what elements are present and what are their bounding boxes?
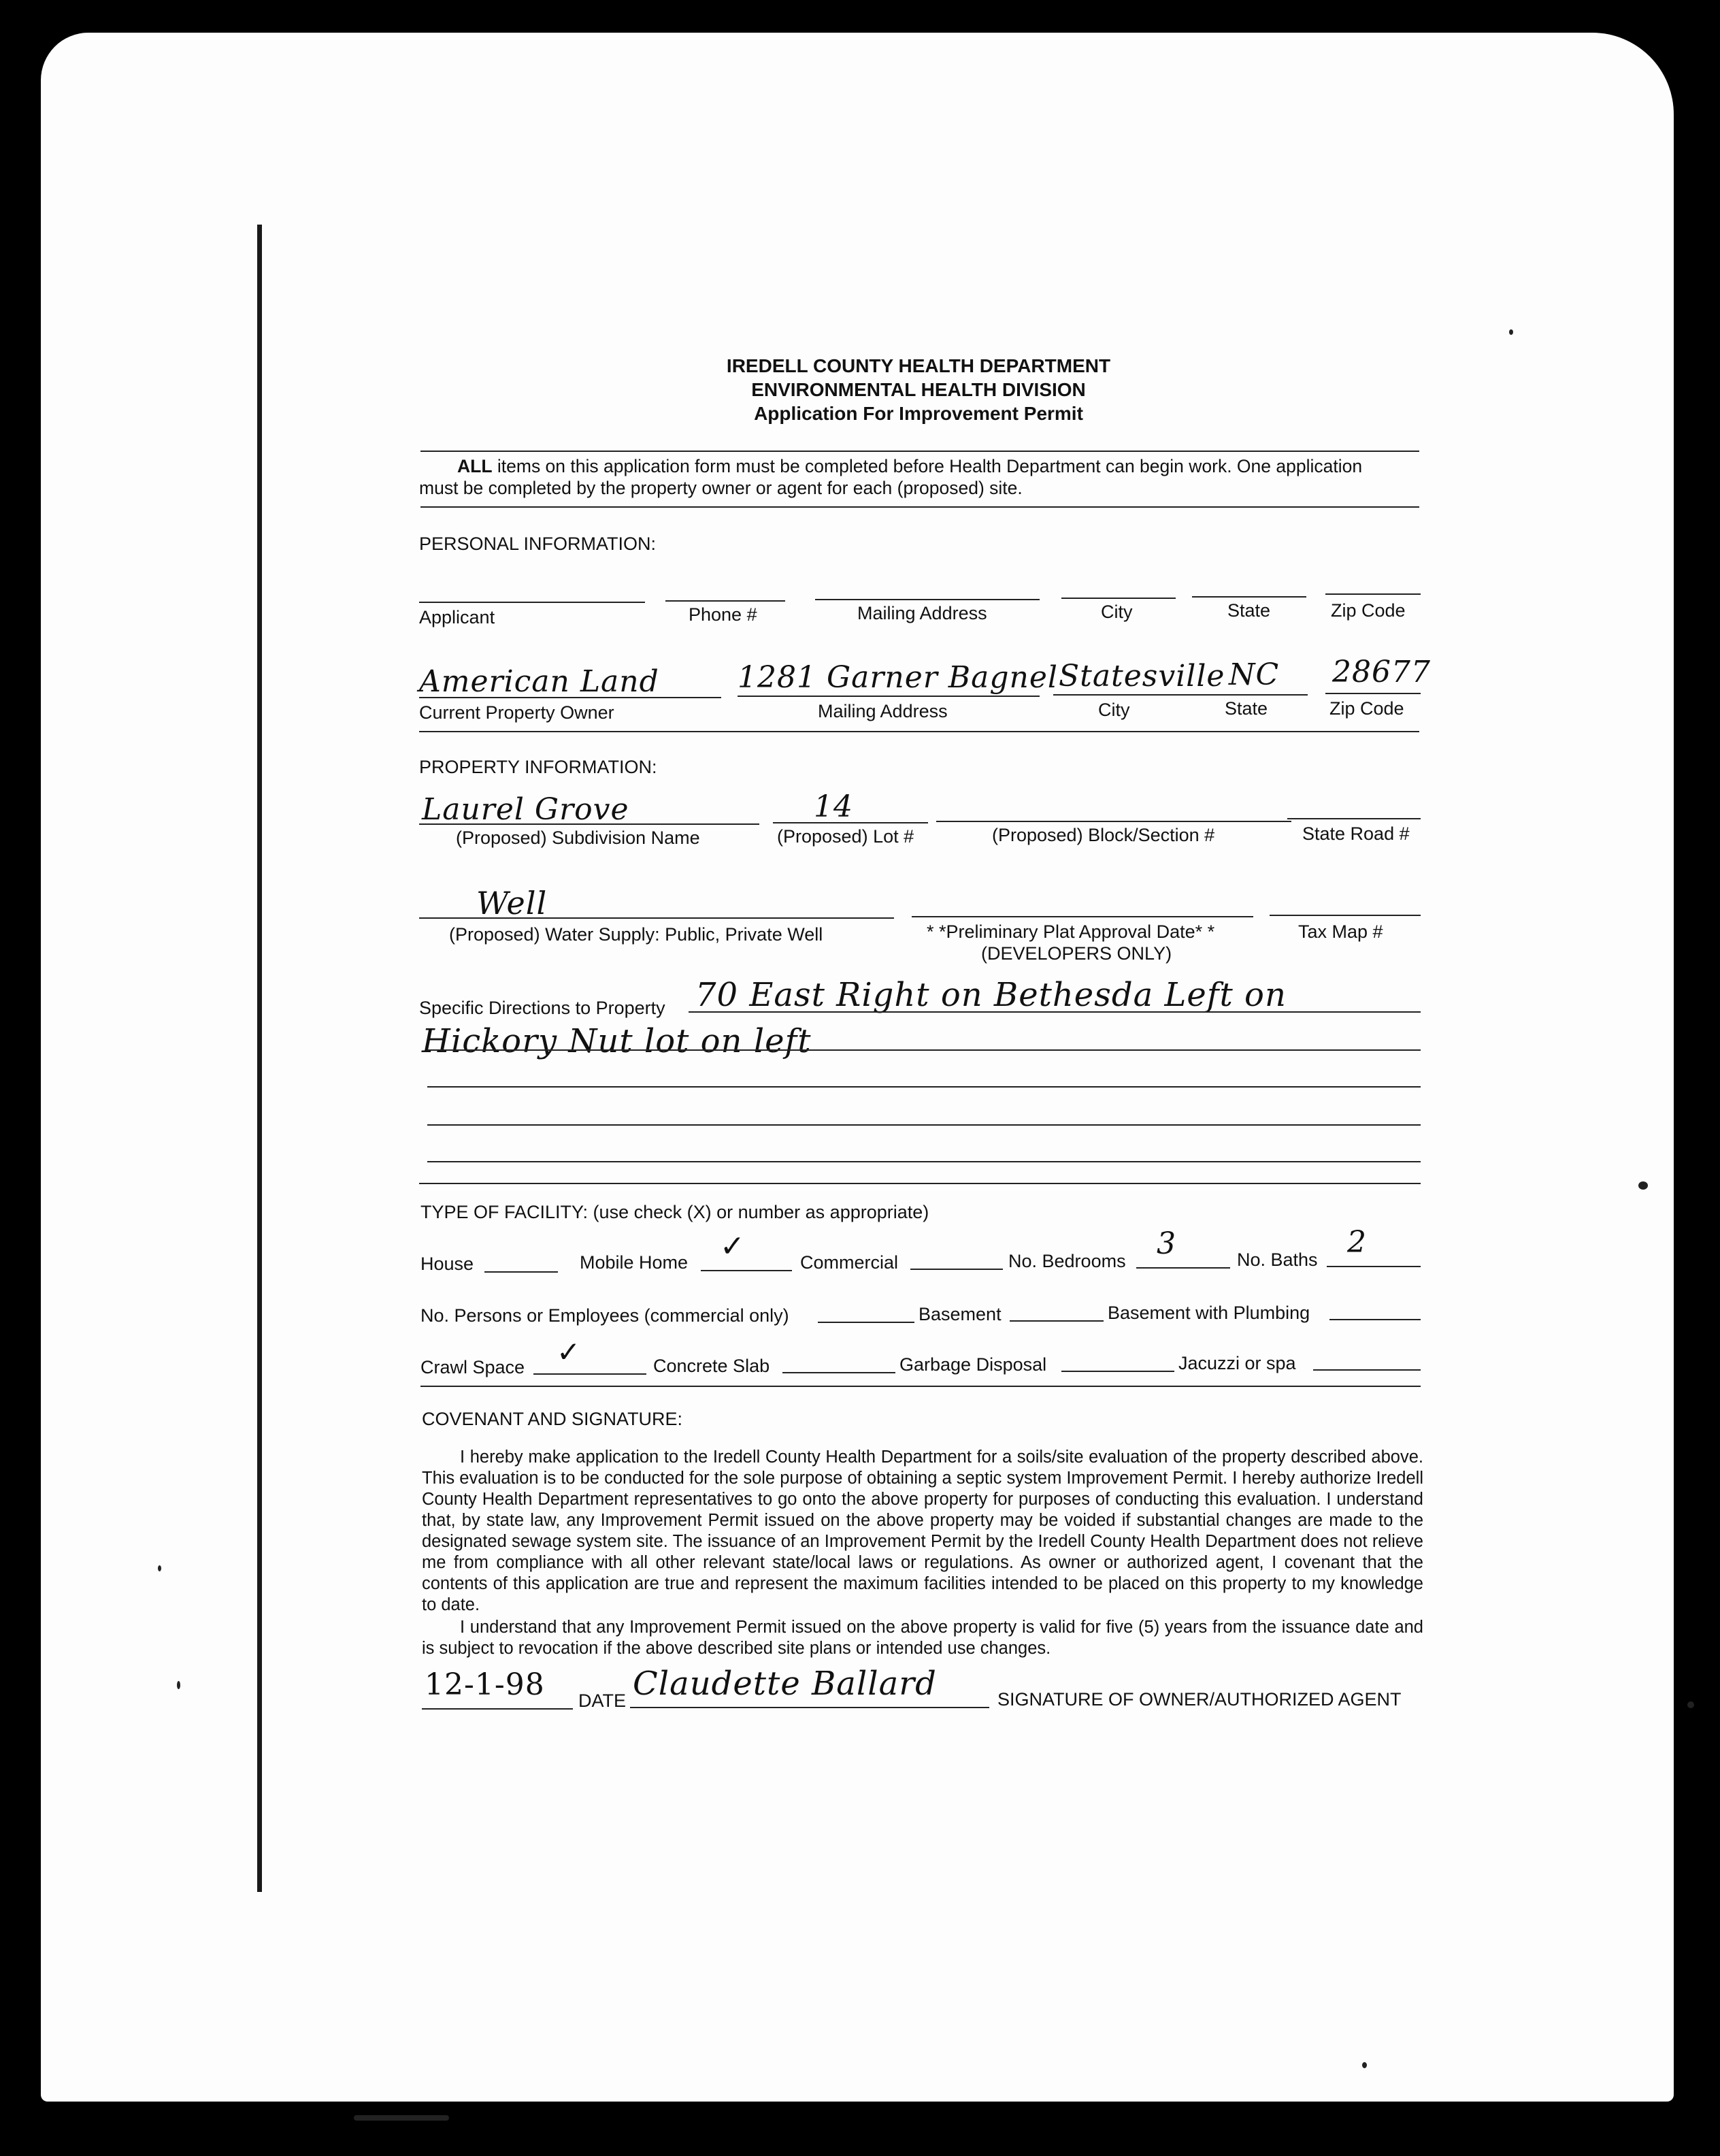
lot-label: (Proposed) Lot # [777, 826, 914, 847]
persons-label: No. Persons or Employees (commercial only) [420, 1305, 789, 1326]
scan-speck [158, 1565, 161, 1571]
owner-city-label: City [1098, 700, 1130, 720]
basement-field[interactable] [1010, 1320, 1104, 1322]
house-label: House [420, 1254, 474, 1274]
scan-speck [1362, 2062, 1367, 2068]
water-supply-value: Well [476, 885, 548, 921]
applicant-field[interactable] [419, 602, 645, 603]
signature-field[interactable] [630, 1707, 989, 1708]
personal-info-heading: PERSONAL INFORMATION: [419, 534, 657, 554]
owner-label: Current Property Owner [419, 702, 614, 723]
intro-line-1: ALL items on this application form must be completed before Health Department can begin work. One application [457, 456, 1363, 476]
state-label: State [1227, 600, 1271, 621]
plat-approval-field[interactable] [912, 916, 1253, 917]
form-title: Application For Improvement Permit [754, 403, 1083, 424]
paper-sheet [41, 33, 1674, 2102]
mailing-address-field[interactable] [815, 599, 1040, 600]
developers-only-note: (DEVELOPERS ONLY) [981, 943, 1172, 964]
form-division-title: ENVIRONMENTAL HEALTH DIVISION [751, 379, 1086, 400]
phone-field[interactable] [665, 600, 785, 602]
directions-line-1-value: 70 East Right on Bethesda Left on [695, 976, 1287, 1014]
rule-line [420, 451, 1419, 452]
scan-binding-edge [257, 225, 262, 1892]
owner-state-label: State [1225, 698, 1268, 719]
bedrooms-field[interactable] [1136, 1267, 1230, 1269]
concrete-slab-label: Concrete Slab [653, 1356, 770, 1376]
basement-label: Basement [919, 1304, 1002, 1324]
block-section-field[interactable] [936, 821, 1291, 822]
state-field[interactable] [1192, 596, 1306, 598]
scan-speck [1687, 1701, 1694, 1708]
covenant-heading: COVENANT AND SIGNATURE: [422, 1409, 683, 1429]
owner-address-value: 1281 Garner Bagnel [738, 660, 1058, 695]
date-label: DATE [578, 1690, 627, 1711]
plat-approval-label: * *Preliminary Plat Approval Date* * [927, 921, 1215, 942]
jacuzzi-label: Jacuzzi or spa [1178, 1353, 1296, 1373]
mobile-home-check: ✓ [720, 1229, 746, 1264]
lot-field[interactable] [773, 822, 928, 823]
date-field[interactable] [422, 1708, 573, 1710]
tax-map-field[interactable] [1270, 915, 1421, 916]
directions-line-4-field[interactable] [427, 1124, 1421, 1126]
rule-line [419, 731, 1419, 732]
mobile-home-label: Mobile Home [580, 1252, 689, 1273]
rule-line [419, 1183, 1421, 1184]
phone-label: Phone # [689, 604, 757, 625]
baths-field[interactable] [1327, 1266, 1421, 1267]
persons-field[interactable] [818, 1322, 914, 1323]
rule-line [420, 506, 1419, 508]
city-label: City [1101, 602, 1133, 622]
owner-name-field[interactable] [419, 697, 721, 698]
baths-label: No. Baths [1237, 1250, 1318, 1270]
lot-value: 14 [814, 789, 853, 824]
owner-city-state-field[interactable] [1053, 694, 1308, 696]
rule-line [420, 1386, 1421, 1387]
property-info-heading: PROPERTY INFORMATION: [419, 757, 657, 777]
house-field[interactable] [484, 1271, 558, 1273]
date-value: 12-1-98 [425, 1667, 545, 1702]
crawl-space-label: Crawl Space [420, 1357, 525, 1377]
crawl-space-check: ✓ [557, 1335, 582, 1369]
facility-heading: TYPE OF FACILITY: (use check (X) or number as appropriate) [420, 1202, 929, 1222]
owner-zip-label: Zip Code [1329, 698, 1404, 719]
signature-value: Claudette Ballard [633, 1665, 937, 1703]
mailing-address-label: Mailing Address [857, 603, 987, 623]
bedrooms-value: 3 [1157, 1226, 1176, 1261]
covenant-paragraph: I hereby make application to the Iredell County Health Department for a soils/site evaluation of the property described above. This evaluation is to be conducted for the sole purpose of obtaining a septic system Improvement Permit. I hereby authorize Iredell County Health Department representatives to go onto the above property for purposes of conducting this evaluation. I understand that, by state law, any Improvement Permit issued on the above property may be voided if substantial changes are made to the designated sewage system site. The issuance of an Improvement Permit by the Iredell County Health Department does not relieve me from compliance with all other relevant state/local laws or regulations. As owner or authorized agent, I covenant that the contents of this application are true and represent the maximum facilities intended to be placed on this property to my knowledge to date. [422, 1448, 1423, 1614]
owner-name-value: American Land [419, 664, 659, 699]
form-agency-title: IREDELL COUNTY HEALTH DEPARTMENT [726, 355, 1111, 376]
directions-line-2-value: Hickory Nut lot on left [422, 1022, 812, 1060]
intro-line-2: must be completed by the property owner or agent for each (proposed) site. [419, 478, 1023, 498]
state-road-label: State Road # [1302, 823, 1410, 844]
zip-label: Zip Code [1331, 600, 1406, 621]
jacuzzi-field[interactable] [1313, 1369, 1421, 1371]
validity-paragraph: I understand that any Improvement Permit issued on the above property is valid for five (5) years from the issuance date and is subject to revocation if the above described site plans or intended use changes. [422, 1618, 1423, 1658]
tax-map-label: Tax Map # [1298, 921, 1383, 942]
directions-line-3-field[interactable] [427, 1086, 1421, 1088]
scan-speck [177, 1681, 180, 1689]
commercial-field[interactable] [910, 1269, 1003, 1270]
scan-speck [1638, 1181, 1648, 1190]
owner-address-field[interactable] [738, 696, 1040, 697]
crawl-space-field[interactable] [533, 1373, 646, 1375]
subdivision-label: (Proposed) Subdivision Name [456, 828, 700, 848]
owner-zip-field[interactable] [1325, 693, 1421, 694]
city-field[interactable] [1061, 598, 1176, 599]
block-section-label: (Proposed) Block/Section # [992, 825, 1215, 845]
garbage-disposal-field[interactable] [1061, 1371, 1174, 1372]
directions-line-2-field[interactable] [427, 1049, 1421, 1051]
zip-field[interactable] [1325, 593, 1421, 595]
directions-line-1-field[interactable] [689, 1011, 1421, 1013]
basement-plumbing-field[interactable] [1329, 1319, 1421, 1320]
state-road-field[interactable] [1287, 818, 1421, 819]
bedrooms-label: No. Bedrooms [1008, 1251, 1126, 1271]
mobile-home-field[interactable] [701, 1270, 792, 1271]
water-supply-label: (Proposed) Water Supply: Public, Private Well [449, 924, 823, 945]
directions-line-5-field[interactable] [427, 1161, 1421, 1162]
scan-speck [354, 2115, 449, 2121]
applicant-label: Applicant [419, 607, 495, 627]
commercial-label: Commercial [800, 1252, 899, 1273]
baths-value: 2 [1347, 1225, 1367, 1260]
subdivision-field[interactable] [419, 823, 759, 825]
owner-state-value: NC [1229, 657, 1280, 692]
owner-zip-value: 28677 [1332, 655, 1431, 689]
water-supply-field[interactable] [419, 917, 894, 919]
garbage-disposal-label: Garbage Disposal [899, 1354, 1047, 1375]
basement-plumbing-label: Basement with Plumbing [1108, 1303, 1310, 1323]
signature-label: SIGNATURE OF OWNER/AUTHORIZED AGENT [997, 1689, 1402, 1710]
concrete-slab-field[interactable] [782, 1372, 895, 1373]
owner-mailing-label: Mailing Address [818, 701, 948, 721]
scan-speck [1509, 329, 1513, 335]
owner-city-value: Statesville [1059, 659, 1225, 693]
directions-label: Specific Directions to Property [419, 998, 665, 1018]
subdivision-value: Laurel Grove [422, 792, 629, 827]
